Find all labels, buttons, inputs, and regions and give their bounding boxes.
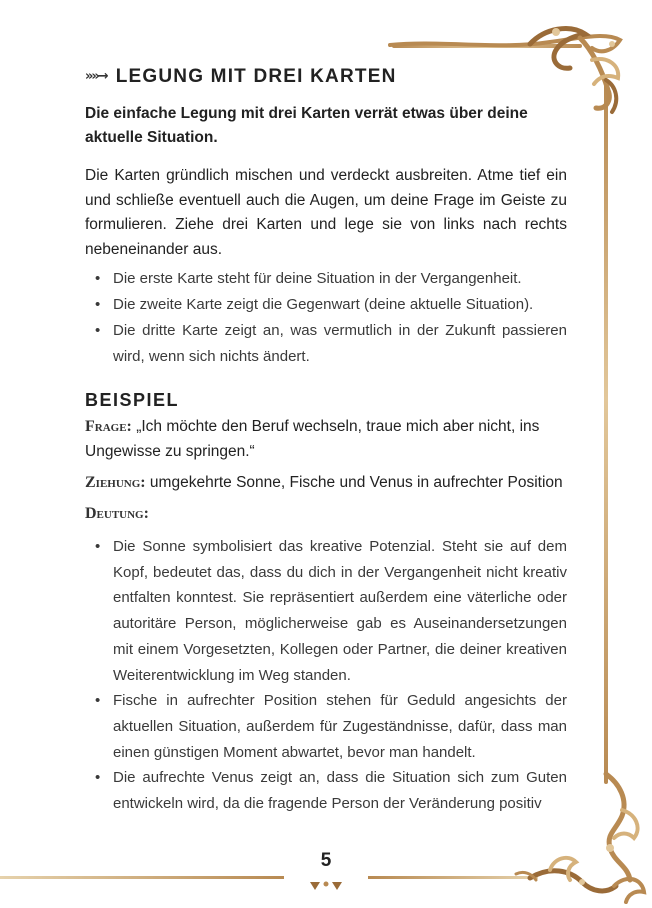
bullet-icon: • — [95, 769, 101, 787]
card-position-list — [85, 266, 567, 370]
content-column — [85, 62, 567, 817]
list-item: • Fische in aufrechter Position stehen für Geduld angesichts der aktuellen Situation, außerdem für Zugeständnisse, dafür, dass man einen günstigen Moment abwartet, bevor man handelt. — [85, 688, 567, 765]
instruction-paragraph: Die Karten gründlich mischen und verdeckt ausbreiten. Atme tief ein und schließe eventuell auch die Augen, um deine Frage im Geiste zu formulieren. Ziehe drei Karten und lege sie von links nach rechts nebeneinander aus. — [85, 167, 567, 258]
example-heading: BEISPIEL — [85, 390, 180, 410]
frame-bottom-left-border — [0, 876, 284, 879]
draw-label: Ziehung: — [85, 474, 146, 491]
interpretation-list — [85, 534, 567, 817]
example-draw — [85, 470, 567, 495]
question-label: Frage: — [85, 418, 132, 435]
bullet-icon: • — [95, 538, 101, 555]
bullet-icon: • — [95, 322, 101, 339]
bullet-icon: • — [95, 270, 101, 287]
example-question — [85, 414, 567, 464]
list-item: • Die zweite Karte zeigt die Gegenwart (deine aktuelle Situation). — [85, 292, 567, 318]
draw-text: umgekehrte Sonne, Fische und Venus in aufrechter Position — [145, 474, 563, 491]
list-item: • Die Sonne symbolisiert das kreative Potenzial. Steht sie auf dem Kopf, bedeutet das, dass du dich in der Vergangenheit nicht kreativ entfalten konntest. Sie repräsentiert außerdem eine väterliche oder autoritäre Person, möglicherweise gab es Auseinandersetzungen mit einem Vorgesetzten, Kollegen oder Partner, die deiner kreativen Weiterentwicklung im Weg standen. — [85, 534, 567, 688]
page-number: 5 — [320, 850, 332, 871]
question-text: „Ich möchte den Beruf wechseln, traue mich aber nicht, ins Ungewisse zu springen.“ — [85, 418, 540, 460]
interpretation-label: Deutung: — [85, 505, 149, 522]
page-number-ornament-icon — [306, 878, 346, 894]
list-item: • Die dritte Karte zeigt an, was vermutlich in der Zukunft passieren wird, wenn sich nichts ändert. — [85, 318, 567, 370]
frame-right-border — [604, 84, 608, 784]
section-heading — [85, 62, 567, 92]
section-title: LEGUNG MIT DREI KARTEN — [115, 66, 397, 87]
double-arrow-icon: »»→ — [85, 69, 107, 84]
list-item: • Die aufrechte Venus zeigt an, dass die Situation sich zum Guten entwickeln wird, da die fragende Person der Veränderung positiv — [85, 765, 567, 816]
interpretation-heading — [85, 501, 567, 526]
intro-text: Die einfache Legung mit drei Karten verrät etwas über deine aktuelle Situation. — [85, 105, 528, 146]
bullet-icon: • — [95, 692, 101, 710]
bullet-icon: • — [95, 296, 101, 313]
list-item: • Die erste Karte steht für deine Situation in der Vergangenheit. — [85, 266, 567, 292]
